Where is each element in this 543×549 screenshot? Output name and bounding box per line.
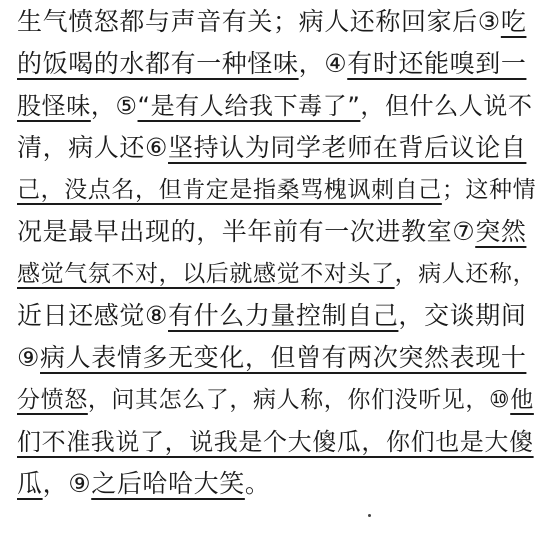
text-line	[17, 44, 537, 84]
text-line	[17, 380, 537, 420]
underlined-text: 有时还能嗅到一	[347, 49, 527, 78]
underlined-text: 的饭喝的水都有一种怪味	[17, 49, 299, 78]
plain-text: ，⑤	[90, 92, 138, 120]
plain-text: ，交谈期间	[398, 301, 527, 330]
underlined-text: 己，没点名，但肯定是指桑骂槐讽刺自己	[17, 177, 442, 203]
text-line	[17, 296, 537, 336]
underlined-text: 们不准我说了，说我是个大傻瓜，你们也是大傻	[17, 428, 534, 456]
text-line	[17, 170, 537, 210]
underlined-text: 吃	[500, 7, 527, 36]
text-line	[17, 422, 537, 462]
text-line	[17, 254, 537, 294]
plain-text: 近日还感觉⑧	[17, 301, 169, 330]
plain-text: ，⑨	[42, 469, 92, 498]
plain-text: 。	[244, 469, 271, 498]
text-line	[17, 86, 537, 126]
text-line	[17, 338, 537, 378]
plain-text: ，④	[298, 49, 348, 78]
plain-text: ；这种情	[441, 177, 537, 203]
plain-text: 清，病人还⑥	[17, 133, 169, 162]
underlined-text: 突然	[475, 217, 527, 246]
underlined-text: 坚持认为同学老师在背后议论自	[168, 133, 527, 162]
plain-text: ，但什么人说不	[360, 92, 533, 120]
scan-speck	[368, 514, 371, 517]
plain-text: 生气愤怒都与声音有关；病人还称回家后③	[17, 7, 501, 36]
plain-text: ，病人还称，	[394, 261, 537, 287]
underlined-text: 股怪味	[17, 92, 91, 120]
plain-text: ⑨	[17, 343, 41, 372]
text-line	[17, 128, 537, 168]
underlined-text: 他	[510, 387, 534, 413]
underlined-text: “是有人给我下毒了”	[137, 92, 361, 120]
text-line	[17, 212, 537, 252]
plain-text: ，问其怎么了，病人称，你们没听见，⑩	[87, 387, 511, 413]
underlined-text: 感觉气氛不对，以后就感觉不对头了	[17, 261, 395, 287]
underlined-text: 病人表情多无变化，但曾有两次突然表现十	[40, 343, 527, 372]
text-line	[17, 464, 537, 504]
underlined-text: 瓜	[17, 469, 43, 498]
text-line	[17, 2, 537, 42]
underlined-text: 分愤怒	[17, 387, 88, 413]
underlined-text: 之后哈哈大笑	[91, 469, 245, 498]
plain-text: 况是最早出现的，半年前有一次进教室⑦	[17, 217, 476, 246]
underlined-text: 有什么力量控制自己	[168, 301, 399, 330]
